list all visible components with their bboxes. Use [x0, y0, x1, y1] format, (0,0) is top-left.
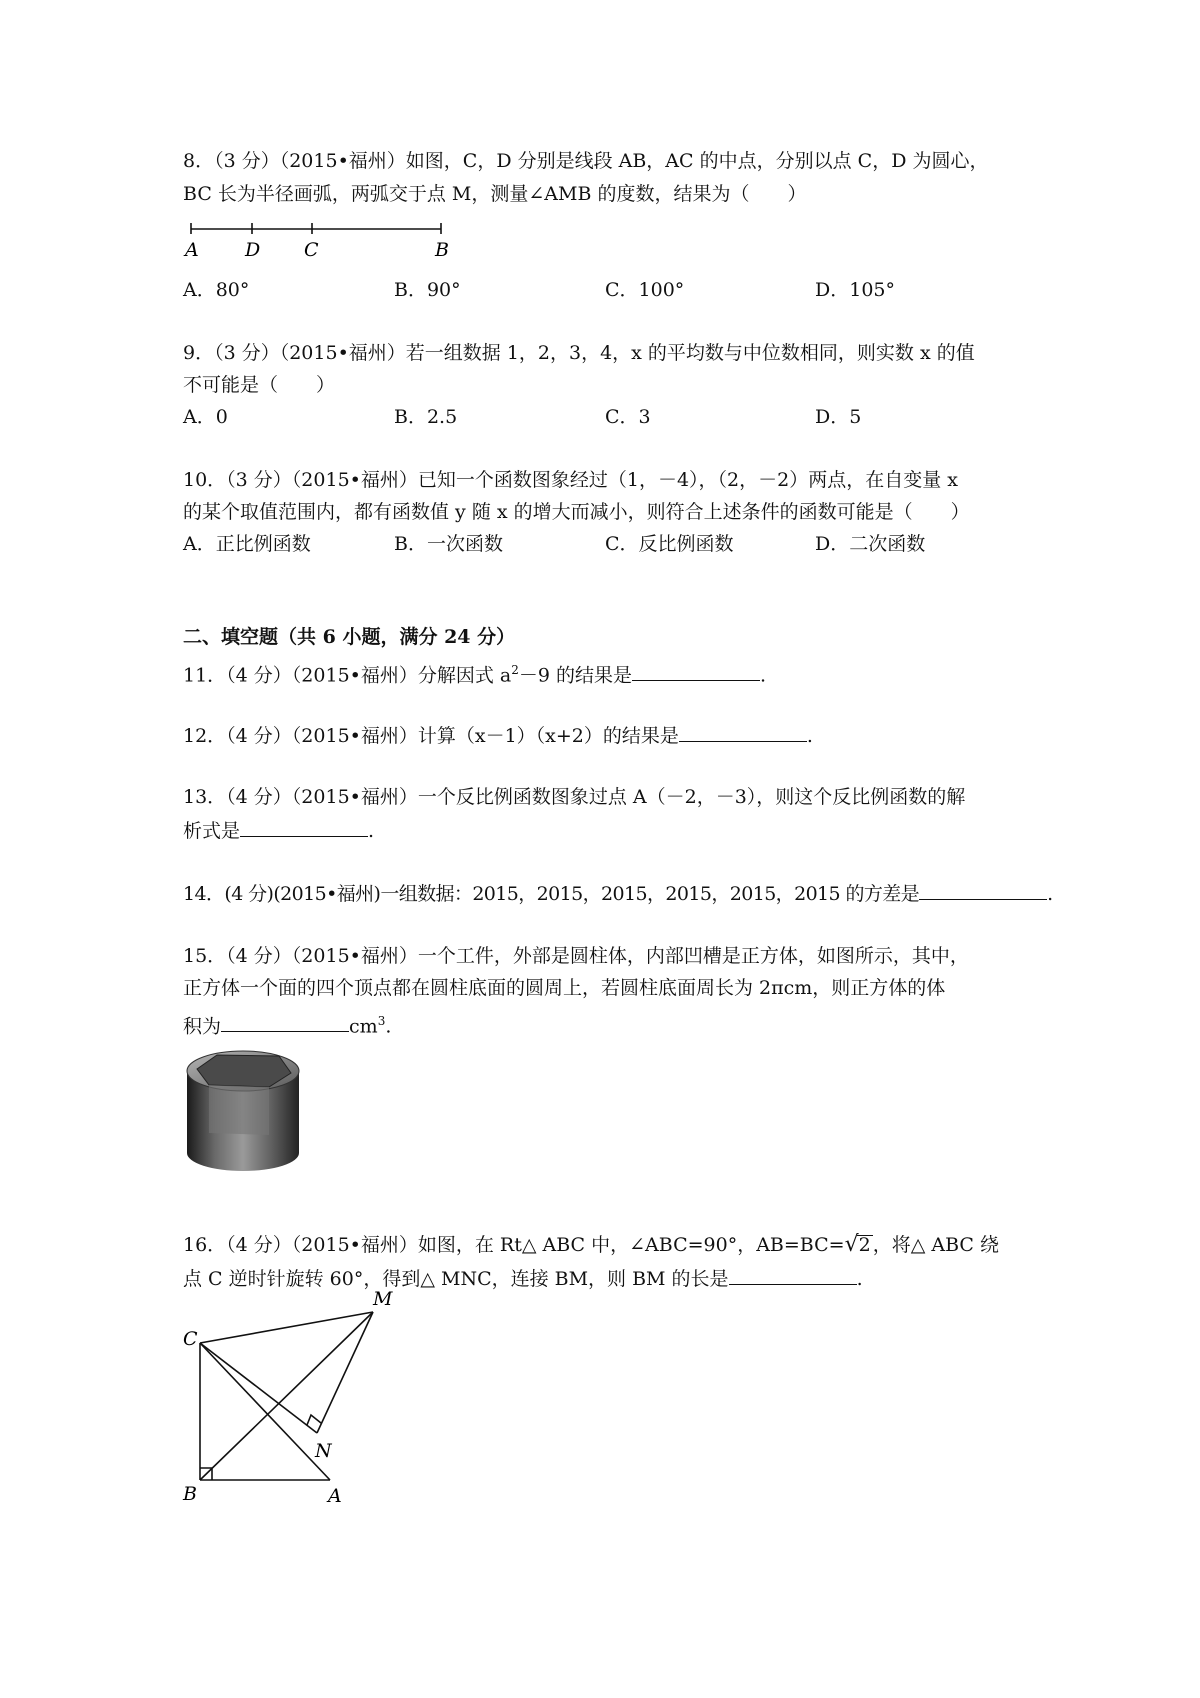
q9-option-b[interactable]: B．2.5 [394, 406, 458, 428]
q14-prefix: 14．(4 分)(2015•福州)一组数据：2015，2015，2015，2015，2015，2015 的方差是 [183, 883, 920, 905]
q12-line [183, 721, 813, 749]
q8-option-d[interactable]: D．105° [815, 279, 895, 301]
q16-line2-prefix: 点 C 逆时针旋转 60°，得到△ MNC，连接 BM，则 BM 的长是 [183, 1268, 729, 1290]
section-title-fill-in: 二、填空题（共 6 小题，满分 24 分） [183, 626, 516, 648]
q8-label-c: C [304, 239, 319, 260]
q14-answer-blank[interactable] [919, 879, 1047, 900]
q16-line1-prefix: 16．（4 分）（2015•福州）如图，在 Rt△ ABC 中，∠ABC=90°，AB=BC= [183, 1234, 845, 1256]
q14-end: . [1047, 883, 1053, 905]
q9-line2: 不可能是（ ） [183, 374, 336, 396]
q12-prefix: 12．（4 分）（2015•福州）计算（x－1）（x+2）的结果是 [183, 725, 679, 747]
q8-label-d: D [245, 239, 261, 260]
q15-line1: 15．（4 分）（2015•福州）一个工件，外部是圆柱体，内部凹槽是正方体，如图所示，其中， [183, 945, 969, 967]
q14-line [183, 879, 1053, 907]
q10-option-a[interactable]: A．正比例函数 [183, 533, 311, 555]
q15-line3 [183, 1008, 391, 1039]
q16-label-c: C [183, 1328, 198, 1350]
q10-line1: 10．（3 分）（2015•福州）已知一个函数图象经过（1，－4），（2，－2）两点，在自变量 x [183, 469, 958, 491]
segment-cn [200, 1343, 317, 1433]
q16-line1-suffix: ，将△ ABC 绕 [872, 1234, 999, 1256]
q12-answer-blank[interactable] [679, 721, 807, 742]
q11-answer-blank[interactable] [632, 660, 760, 681]
segment-cm [200, 1312, 373, 1343]
q16-label-a: A [328, 1485, 342, 1507]
q16-line1: 16．（4 分）（2015•福州）如图，在 Rt△ ABC 中，∠ABC=90°，AB=BC=√2 ，将△ ABC 绕 [183, 1232, 999, 1257]
q16-end: . [856, 1268, 863, 1290]
segment-ca [200, 1343, 330, 1480]
segment-bm [200, 1312, 373, 1480]
q13-answer-blank[interactable] [240, 816, 368, 837]
q8-option-a[interactable]: A．80° [183, 279, 250, 301]
q13-end: . [368, 820, 375, 842]
q13-line2 [183, 816, 374, 844]
q8-line2: BC 长为半径画弧，两弧交于点 M，测量∠AMB 的度数，结果为（ ） [183, 183, 807, 205]
q9-option-c[interactable]: C．3 [605, 406, 651, 428]
q8-label-b: B [435, 239, 449, 260]
q15-cylinder-figure [183, 1045, 303, 1175]
q10-line2: 的某个取值范围内，都有函数值 y 随 x 的增大而减小，则符合上述条件的函数可能是（ ） [183, 501, 970, 523]
q16-label-n: N [315, 1440, 332, 1462]
q15-line3-prefix: 积为 [183, 1015, 222, 1038]
q16-sqrt-value: 2 [858, 1234, 871, 1256]
q15-answer-blank[interactable] [221, 1011, 349, 1032]
q16-label-b: B [183, 1483, 197, 1505]
q8-segment-figure [183, 220, 453, 260]
q11-prefix: 11．（4 分）（2015•福州）分解因式 a [183, 664, 512, 687]
q16-answer-blank[interactable] [729, 1264, 857, 1285]
q16-label-m: M [373, 1288, 393, 1310]
q16-triangle-figure [175, 1285, 415, 1510]
q10-option-d[interactable]: D．二次函数 [815, 533, 926, 555]
q10-option-c[interactable]: C．反比例函数 [605, 533, 734, 555]
q15-end: . [385, 1015, 392, 1038]
q13-line1: 13．（4 分）（2015•福州）一个反比例函数图象过点 A（－2，－3），则这个反比例函数的解 [183, 786, 966, 808]
q15-unit-exponent: 3 [377, 1014, 386, 1028]
segment-mn [317, 1312, 373, 1433]
q15-line2: 正方体一个面的四个顶点都在圆柱底面的圆周上，若圆柱底面周长为 2πcm，则正方体的体 [183, 977, 946, 999]
q9-line1: 9．（3 分）（2015•福州）若一组数据 1，2，3，4，x 的平均数与中位数相同，则实数 x 的值 [183, 342, 975, 364]
q8-label-a: A [185, 239, 199, 260]
q10-option-b[interactable]: B．一次函数 [394, 533, 503, 555]
q8-option-c[interactable]: C．100° [605, 279, 685, 301]
q13-line2-prefix: 析式是 [183, 820, 241, 842]
q9-option-d[interactable]: D．5 [815, 406, 862, 428]
q15-unit: cm [349, 1015, 378, 1038]
q11-suffix: －9 的结果是 [518, 664, 633, 687]
q11-end: . [760, 664, 767, 687]
right-angle-n-icon [307, 1415, 321, 1425]
q12-end: . [806, 725, 813, 747]
q8-option-b[interactable]: B．90° [394, 279, 461, 301]
q9-option-a[interactable]: A．0 [183, 406, 228, 428]
q11-exponent: 2 [511, 663, 519, 677]
q8-line1: 8．（3 分）（2015•福州）如图，C，D 分别是线段 AB，AC 的中点，分别以点 C，D 为圆心， [183, 150, 989, 172]
q11-line [183, 657, 766, 688]
